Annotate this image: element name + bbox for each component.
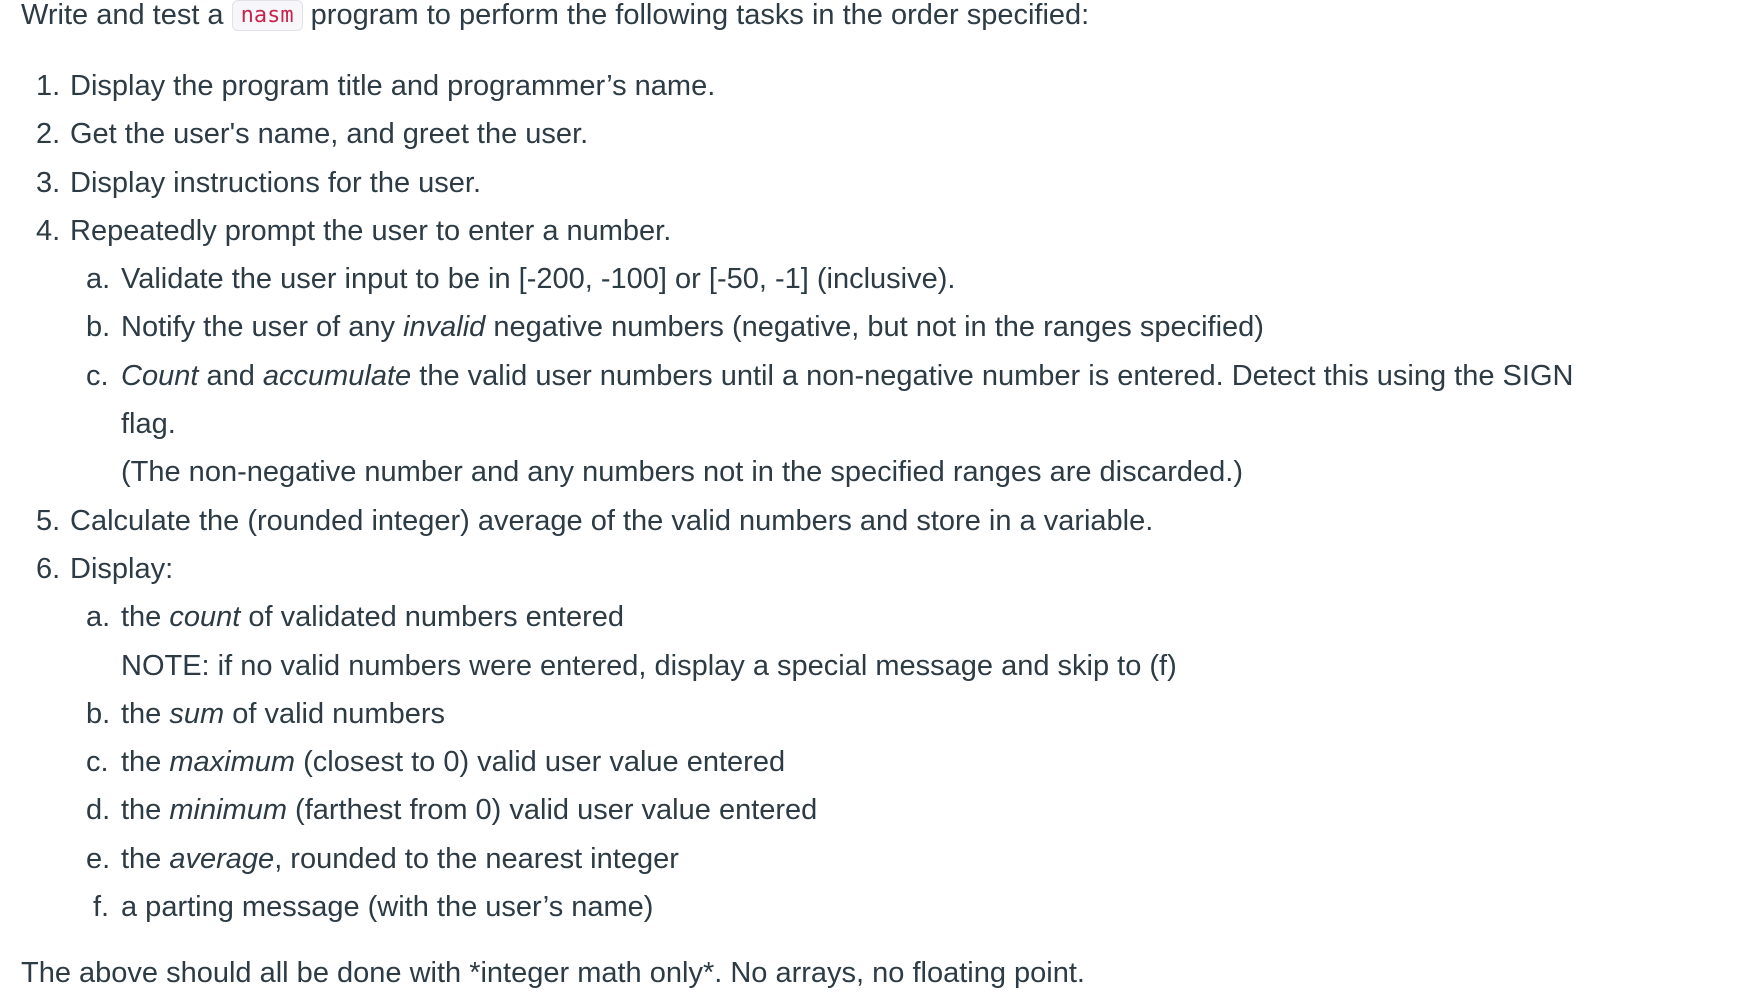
item-text: Display: — [70, 552, 174, 585]
list-item-4b — [0, 306, 1750, 354]
emphasis-count: count — [169, 601, 241, 634]
item-text — [121, 355, 1573, 398]
text-part: the — [121, 746, 170, 779]
item-letter: b. — [86, 311, 111, 344]
item-text: flag. — [121, 408, 176, 441]
emphasis-invalid: invalid — [403, 311, 486, 344]
item-text: Display instructions for the user. — [70, 166, 482, 199]
text-part: , rounded to the nearest integer — [274, 842, 679, 875]
item-letter: a. — [86, 263, 111, 296]
item-text — [121, 838, 679, 881]
item-number: 5. — [36, 504, 61, 537]
list-item-6e — [0, 838, 1750, 886]
item-text: NOTE: if no valid numbers were entered, display a special message and skip to (f) — [121, 649, 1177, 682]
list-item-6a — [0, 596, 1750, 644]
item-number: 3. — [36, 166, 61, 199]
emphasis-sum: sum — [169, 697, 225, 730]
item-letter: b. — [86, 697, 111, 730]
item-text — [121, 596, 624, 639]
item-number: 6. — [36, 552, 61, 585]
text-part: the — [121, 697, 170, 730]
item-letter: c. — [86, 359, 109, 392]
intro-before: Write and test a — [21, 0, 224, 31]
text-part: and — [198, 359, 263, 392]
item-number: 1. — [36, 70, 61, 102]
emphasis-accumulate: accumulate — [262, 359, 412, 392]
emphasis-average: average — [169, 842, 275, 875]
text-part: of validated numbers entered — [240, 601, 625, 634]
item-text — [121, 693, 445, 736]
item-text: Validate the user input to be in [-200, -100] or [-50, -1] (inclusive). — [121, 263, 956, 296]
text-part: negative numbers (negative, but not in the ranges specified) — [485, 311, 1264, 344]
intro-line — [21, 0, 1089, 39]
footer-note: The above should all be done with *integer math only*. No arrays, no floating point. — [21, 957, 1085, 989]
item-text — [121, 741, 785, 784]
item-text: (The non-negative number and any numbers not in the specified ranges are discarded.) — [121, 456, 1243, 489]
item-text — [121, 306, 1264, 349]
inline-code-nasm: nasm — [232, 0, 303, 31]
list-item-6 — [0, 548, 1750, 596]
list-item-6c — [0, 741, 1750, 789]
item-number: 4. — [36, 214, 61, 247]
item-letter: a. — [86, 601, 111, 634]
list-item-4c-note — [0, 451, 1750, 499]
item-text: Display the program title and programmer’s name. — [70, 70, 716, 102]
text-part: of valid numbers — [224, 697, 445, 730]
list-item-4a — [0, 258, 1750, 306]
list-item-4c-continuation — [0, 403, 1750, 451]
list-item-2 — [0, 113, 1750, 161]
item-text: a parting message (with the user’s name) — [121, 891, 654, 924]
text-part: the — [121, 794, 170, 827]
text-part: (closest to 0) valid user value entered — [295, 746, 786, 779]
list-item-6f — [0, 886, 1750, 934]
list-item-1 — [0, 65, 1750, 113]
list-item-4 — [0, 210, 1750, 258]
item-text: Repeatedly prompt the user to enter a number. — [70, 214, 672, 247]
text-part: Notify the user of any — [121, 311, 404, 344]
text-part: the valid user numbers until a non-negative number is entered. Detect this using the SIGN — [411, 359, 1574, 392]
item-text: Get the user's name, and greet the user. — [70, 118, 589, 151]
item-letter: e. — [86, 842, 111, 875]
item-letter: c. — [86, 746, 109, 779]
task-list — [0, 65, 1750, 934]
emphasis-minimum: minimum — [169, 794, 287, 827]
list-item-3 — [0, 162, 1750, 210]
list-item-5 — [0, 500, 1750, 548]
text-part: the — [121, 601, 170, 634]
emphasis-count: Count — [121, 359, 199, 392]
list-item-4c — [0, 355, 1750, 403]
text-part: (farthest from 0) valid user value entered — [287, 794, 818, 827]
item-letter: f. — [93, 891, 110, 924]
intro-after: program to perform the following tasks in the order specified: — [310, 0, 1090, 31]
list-item-6a-note — [0, 645, 1750, 693]
item-text: Calculate the (rounded integer) average of the valid numbers and store in a variable. — [70, 504, 1154, 537]
item-text — [121, 789, 817, 832]
emphasis-maximum: maximum — [169, 746, 296, 779]
list-item-6d — [0, 789, 1750, 837]
item-letter: d. — [86, 794, 111, 827]
text-part: the — [121, 842, 170, 875]
item-number: 2. — [36, 118, 61, 151]
list-item-6b — [0, 693, 1750, 741]
